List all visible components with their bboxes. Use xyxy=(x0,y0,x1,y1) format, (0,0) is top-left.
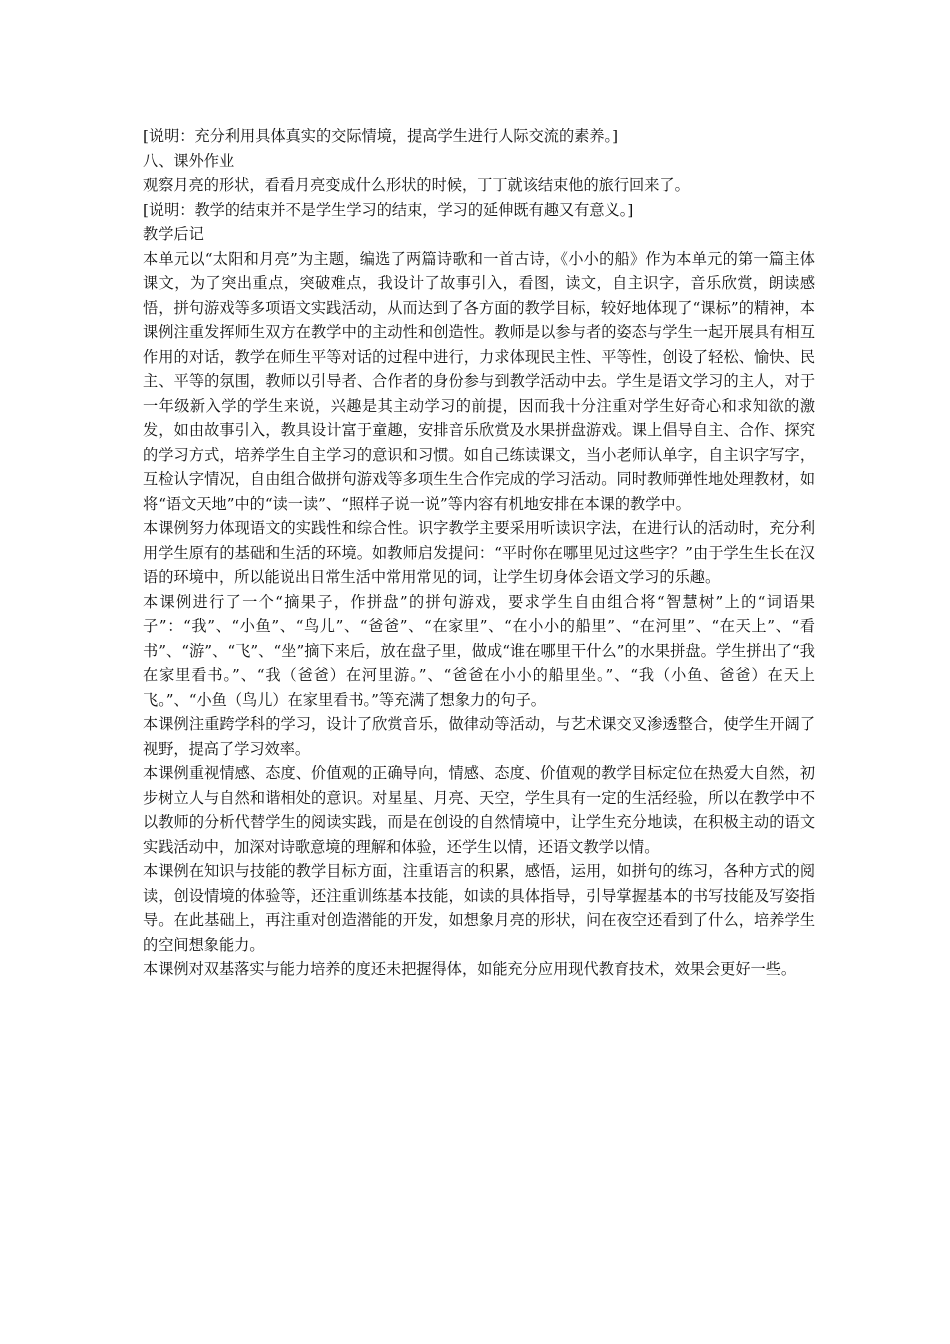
section-heading-homework: 八、课外作业 xyxy=(143,151,235,170)
body-paragraph: 本单元以“太阳和月亮”为主题，编选了两篇诗歌和一首古诗，《小小的船》作为本单元的第一篇主体课文，为了突出重点，突破难点，我设计了故事引入，看图，读文，自主识字，音乐欣赏，朗读感悟，拼句游戏等多项语文实践活动，从而达到了各方面的教学目标，较好地体现了“课标”的精神，本课例注重发挥师生双方在教学中的主动性和创造性。教师是以参与者的姿态与学生一起开展具有相互作用的对话，教学在师生平等对话的过程中进行，力求体现民主性、平等性，创设了轻松、愉快、民主、平等的氛围，教师以引导者、合作者的身份参与到教学活动中去。学生是语文学习的主人，对于一年级新入学的学生来说，兴趣是其主动学习的前提，因而我十分注重对学生好奇心和求知欲的激发，如由故事引入，教具设计富于童趣，安排音乐欣赏及水果拼盘游戏。课上倡导自主、合作、探究的学习方式，培养学生自主学习的意识和习惯。如自己练读课文，当小老师认单字，自主识字写字，互检认字情况，自由组合做拼句游戏等多项生生合作完成的学习活动。同时教师弹性地处理教材，如将“语文天地”中的“读一读”、“照样子说一说”等内容有机地安排在本课的教学中。 xyxy=(143,249,815,513)
note-paragraph: [说明：充分利用具体真实的交际情境，提高学生进行人际交流的素养。] xyxy=(143,127,619,145)
homework-paragraph: 观察月亮的形状，看看月亮变成什么形状的时候，丁丁就该结束他的旅行回来了。 xyxy=(143,176,690,194)
body-paragraph: 本课例进行了一个“摘果子，作拼盘”的拼句游戏，要求学生自由组合将“智慧树”上的“词语果子”：“我”、“小鱼”、“鸟儿”、“爸爸”、“在家里”、“在小小的船里”、“在河里”、“在天上”、“看书”、“游”、“飞”、“坐”摘下来后，放在盘子里，做成“谁在哪里干什么”的水果拼盘。学生拼出了“我在家里看书。”、“我（爸爸）在河里游。”、“爸爸在小小的船里坐。”、“我（小鱼、爸爸）在天上飞。”、“小鱼（鸟儿）在家里看书。”等充满了想象力的句子。 xyxy=(143,592,815,709)
document-body xyxy=(143,124,815,982)
body-paragraph: 本课例在知识与技能的教学目标方面，注重语言的积累，感悟，运用，如拼句的练习，各种方式的阅读，创设情境的体验等，还注重训练基本技能，如读的具体指导，引导掌握基本的书写技能及写姿指导。在此基础上，再注重对创造潜能的开发，如想象月亮的形状，问在夜空还看到了什么，培养学生的空间想象能力。 xyxy=(143,862,815,954)
body-paragraph: 本课例重视情感、态度、价值观的正确导向，情感、态度、价值观的教学目标定位在热爱大自然，初步树立人与自然和谐相处的意识。对星星、月亮、天空，学生具有一定的生活经验，所以在教学中不以教师的分析代替学生的阅读实践，而是在创设的自然情境中，让学生充分地读，在积极主动的语文实践活动中，加深对诗歌意境的理解和体验，还学生以情，还语文教学以情。 xyxy=(143,764,815,856)
note-paragraph: [说明：教学的结束并不是学生学习的结束，学习的延伸既有趣又有意义。] xyxy=(143,200,634,219)
body-paragraph: 本课例对双基落实与能力培养的度还未把握得体，如能充分应用现代教育技术，效果会更好一些。 xyxy=(143,960,797,978)
section-heading-postscript: 教学后记 xyxy=(143,225,204,243)
body-paragraph: 本课例努力体现语文的实践性和综合性。识字教学主要采用听读识字法，在进行认的活动时，充分利用学生原有的基础和生活的环境。如教师启发提问：“平时你在哪里见过这些字？”由于学生生长在汉语的环境中，所以能说出日常生活中常用常见的词，让学生切身体会语文学习的乐趣。 xyxy=(143,519,815,586)
body-paragraph: 本课例注重跨学科的学习，设计了欣赏音乐，做律动等活动，与艺术课交叉渗透整合，使学生开阔了视野，提高了学习效率。 xyxy=(143,715,815,758)
